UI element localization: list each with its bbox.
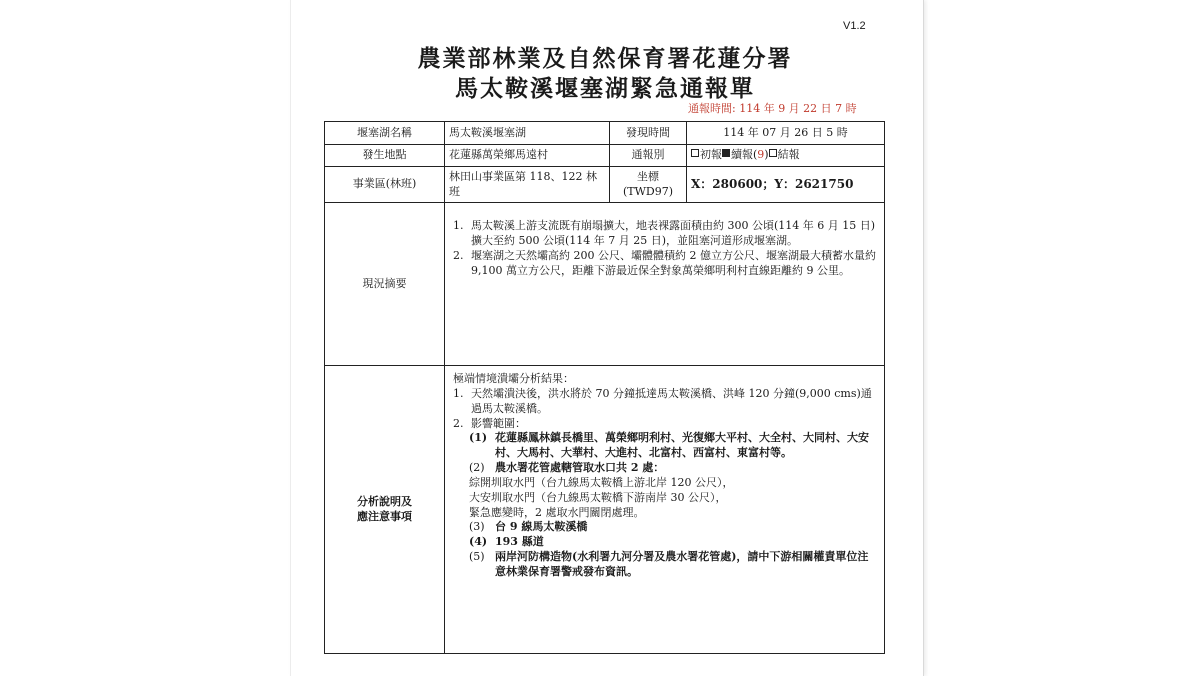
impact-subitem: (1) 花蓮縣鳳林鎮長橋里、萬榮鄉明利村、光復鄉大平村、大全村、大同村、大安村、大馬村、大華村、大進村、北富村、西富村、東富村等。 <box>469 431 869 460</box>
analysis-item: 2. 影響範圍： <box>453 416 526 430</box>
status-summary-content <box>445 203 885 366</box>
document-title-agency: 農業部林業及自然保育署花蓮分署 <box>417 45 793 72</box>
followup-report-option: 續報( <box>731 148 758 162</box>
lake-name-value: 馬太鞍溪堰塞湖 <box>445 122 610 145</box>
status-summary-label: 現況摘要 <box>325 203 445 366</box>
form-row-status <box>325 203 885 366</box>
lake-name-label: 堰塞湖名稱 <box>325 122 445 145</box>
report-type-label: 通報別 <box>610 145 687 167</box>
analysis-content <box>445 366 885 654</box>
followup-report-number: 9 <box>757 148 765 162</box>
impact-subitem: (4) 193 縣道 <box>469 535 544 549</box>
final-report-option: 結報 <box>777 148 800 162</box>
discovery-time-value: 114 年 07 月 26 日 5 時 <box>687 122 885 145</box>
coordinate-label-main: 坐標 <box>637 169 659 183</box>
version-label: V1.2 <box>843 20 866 32</box>
report-form-table <box>324 121 885 654</box>
coordinate-label <box>610 167 687 203</box>
intake-line: 緊急應變時，2 處取水門關閉處理。 <box>469 505 645 519</box>
report-type-options <box>687 145 885 167</box>
analysis-label <box>325 366 445 654</box>
analysis-item: 1. 天然壩潰決後，洪水將於 70 分鐘抵達馬太鞍溪橋、洪峰 120 分鐘(9,000 cms)通過馬太鞍溪橋。 <box>453 386 872 415</box>
coordinate-label-datum: (TWD97) <box>622 184 674 198</box>
discovery-time-label: 發現時間 <box>610 122 687 145</box>
final-report-checkbox <box>769 149 777 157</box>
status-item: 2. 堰塞湖之天然壩高約 200 公尺、壩體體積約 2 億立方公尺、堰塞湖最大積蓄水量約 9,100 萬立方公尺，距離下游最近保全對象萬榮鄉明利村直線距離約 9 公里。 <box>453 248 876 277</box>
report-time: 通報時間: 114 年 9 月 22 日 7 時 <box>688 102 857 115</box>
form-row-name <box>325 122 885 145</box>
analysis-heading: 極端情境潰壩分析結果： <box>453 372 574 385</box>
analysis-label-line2: 應注意事項 <box>357 509 412 523</box>
forest-district-label: 事業區(林班) <box>325 167 445 203</box>
form-row-coordinates <box>325 167 885 203</box>
coordinate-value: X：280600；Y：2621750 <box>687 167 885 203</box>
location-label: 發生地點 <box>325 145 445 167</box>
followup-report-checkbox <box>722 149 730 157</box>
forest-district-value: 林田山事業區第 118、122 林班 <box>445 167 610 203</box>
form-row-analysis <box>325 366 885 654</box>
document-title-report: 馬太鞍溪堰塞湖緊急通報單 <box>455 75 755 102</box>
status-item: 1. 馬太鞍溪上游支流既有崩塌擴大，地表裸露面積由約 300 公頃(114 年 6 月 15 日)擴大至約 500 公頃(114 年 7 月 25 日)，並阻塞河道形成堰塞湖。 <box>453 219 876 247</box>
impact-subitem: (3) 台 9 線馬太鞍溪橋 <box>469 520 588 534</box>
initial-report-checkbox <box>691 149 699 157</box>
form-row-location <box>325 145 885 167</box>
intake-line: 大安圳取水門（台九線馬太鞍橋下游南岸 30 公尺）， <box>469 490 727 504</box>
initial-report-option: 初報 <box>700 148 722 162</box>
impact-subitem: (5) 兩岸河防構造物(水利署九河分署及農水署花管處)，請中下游相關權責單位注意林業保育署警戒發布資訊。 <box>469 550 869 578</box>
location-value: 花蓮縣萬榮鄉馬遠村 <box>445 145 610 167</box>
followup-report-close: ) <box>764 148 769 162</box>
impact-subitem: (2) 農水署花管處轄管取水口共 2 處： <box>469 461 665 475</box>
analysis-label-line1: 分析說明及 <box>357 494 412 508</box>
intake-line: 綜開圳取水門（台九線馬太鞍橋上游北岸 120 公尺）， <box>469 475 734 489</box>
